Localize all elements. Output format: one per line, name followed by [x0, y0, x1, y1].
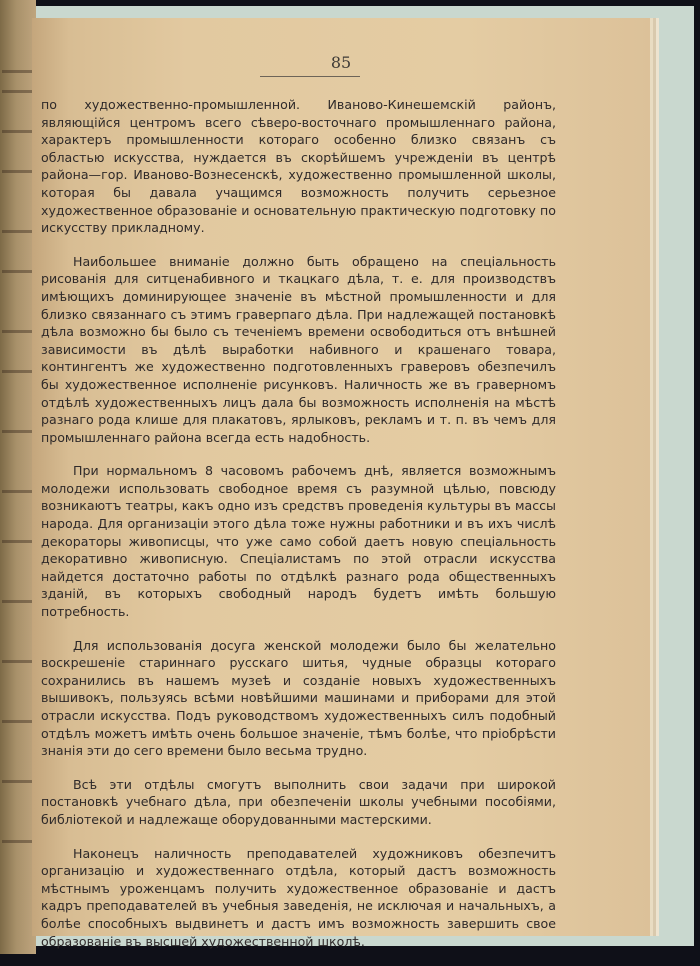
page-body	[41, 96, 556, 966]
book-page	[32, 18, 650, 949]
paragraph: Наконецъ наличность преподавателей художниковъ обезпечитъ организацію и художественнаго отдѣла, который дастъ возможность мѣстнымъ уроженцамъ получить художественное образованіе и дастъ кадръ преподавателей въ учебныя заведенія, не исключая и начальныхъ, а болѣе способныхъ выдвинетъ и дастъ имъ возможность завершить свое образованіе въ высшей художественной школѣ.	[41, 845, 556, 949]
page-number: 85	[330, 53, 352, 72]
paragraph: При нормальномъ 8 часовомъ рабочемъ днѣ, является возможнымъ молодежи использовать свободное время съ разумной цѣлью, повсюду возникаютъ театры, какъ одно изъ средствъ проведенія культуры въ массы народа. Для организаціи этого дѣла тоже нужны работники и въ ихъ числѣ декораторы живописцы, что уже само собой даетъ новую спеціальность декоративно живописную. Спеціалистамъ по этой отрасли искусства найдется достаточно работы по отдѣлкѣ разнаго рода общественныхъ зданій, въ которыхъ свободный народъ будетъ имѣть большую потребность.	[41, 463, 556, 620]
paragraph: Всѣ эти отдѣлы смогутъ выполнить свои задачи при широкой постановкѣ учебнаго дѣла, при обезпеченіи школы учебными пособіями, библіотекой и надлежаще оборудованными мастерскими.	[41, 776, 556, 827]
paragraph: Наибольшее вниманіе должно быть обращено на спеціальность рисованія для ситценабивного и ткацкаго дѣла, т. е. для производствъ имѣющихъ доминирующее значеніе въ мѣстной промышленности и для близко связаннаго съ этимъ граверпаго дѣла. При надлежащей постановкѣ дѣла возможно бы было съ теченіемъ времени освободиться отъ внѣшней зависимости въ дѣлѣ выработки набивного и крашенаго товара, контингентъ же художественно подготовленныхъ граверовъ обезпечилъ бы художественное исполненіе рисунковъ. Наличность же въ граверномъ отдѣлѣ художественныхъ лицъ дала бы возможность исполненія на мѣстѣ разнаго рода клише для плакатовъ, ярлыковъ, рекламъ и т. п. въ чемъ для промышленнаго района всегда есть надобность.	[41, 253, 556, 445]
header-rule	[260, 76, 360, 77]
paragraph: Для использованія досуга женской молодежи было бы желательно воскрешеніе стариннаго русскаго шитья, чудные образцы котораго сохранились въ нашемъ музеѣ и созданіе новыхъ художественныхъ вышивокъ, пользуясь всѣми новѣйшими машинами и приборами для этой отрасли искусства. Подъ руководствомъ художественныхъ силъ подобный отдѣлъ можетъ имѣть очень большое значеніе, тѣмъ болѣе, что пріобрѣсти знанія эти до сего времени было весьма трудно.	[41, 637, 556, 759]
left-page-edge	[0, 0, 36, 954]
paragraph: по художественно-промышленной. Иваново-Кинешемскій районъ, являющійся центромъ всего сѣверо-восточнаго промышленнаго района, характеръ промышленности котораго особенно близко связанъ съ областью искусства, нуждается въ скорѣйшемъ учрежденіи въ центрѣ района—гор. Иваново-Вознесенскѣ, художественно промышленной школы, которая бы давала учащимся возможность получить серьезное художественное образованіе и основательную практическую подготовку по искусству прикладному.	[41, 97, 556, 236]
